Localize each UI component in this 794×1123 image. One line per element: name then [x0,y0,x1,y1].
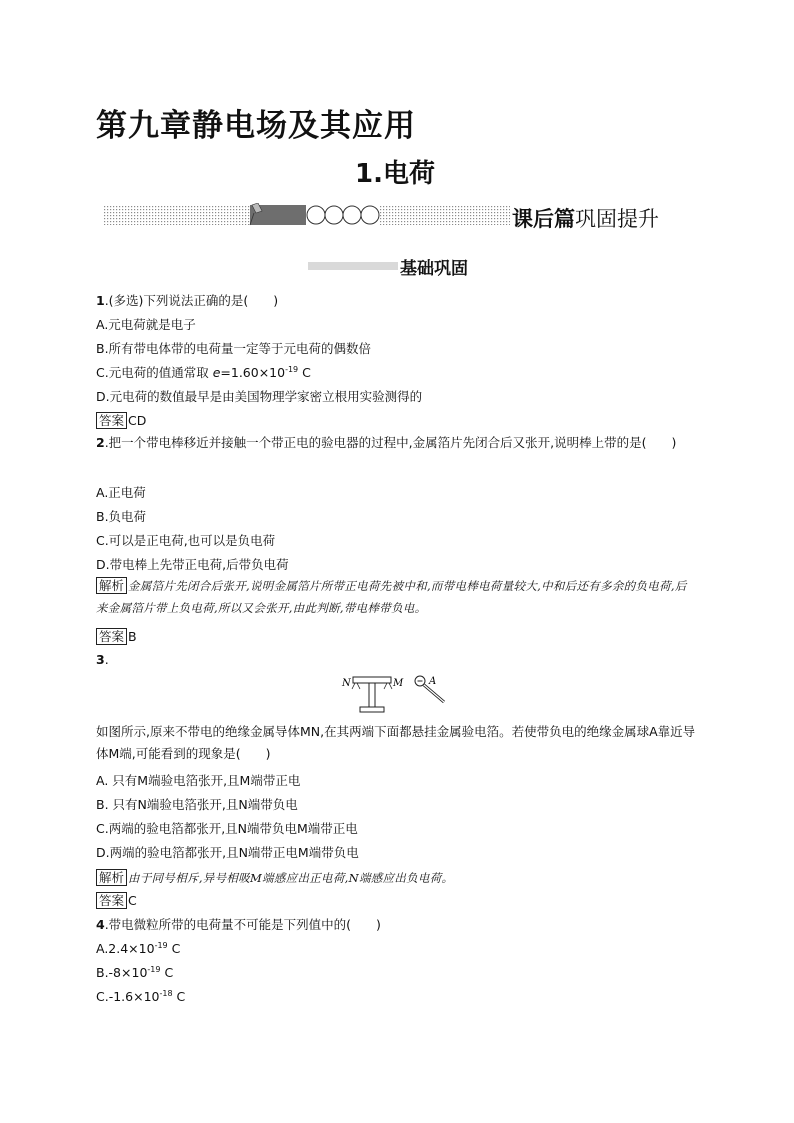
q3-stem: 如图所示,原来不带电的绝缘金属导体MN,在其两端下面都悬挂金属验电箔。若使带负电的绝缘金属球A靠近导体M端,可能看到的现象是( ) [96,724,696,761]
q2-option-a: A.正电荷 [96,485,146,500]
foil-n [352,683,360,689]
conductor-figure [340,670,450,716]
q1-stem: 1.(多选)下列说法正确的是( ) [96,293,279,308]
figure-label-m: M [393,678,404,689]
answer-tag: 答案 [96,412,127,429]
banner-circle-4 [361,206,379,224]
q2-option-d: D.带电棒上先带正电荷,后带负电荷 [96,557,289,572]
answer-tag: 答案 [96,892,127,909]
banner-dotted-left [104,205,250,225]
q4-option-a: $A.2.4\times 10^{-19}$ C [96,941,181,956]
foil-m [384,683,392,689]
q2-option-c: C.可以是正电荷,也可以是负电荷 [96,533,276,548]
banner-dotted-right [380,205,510,225]
q1-option-d: D.元电荷的数值最早是由美国物理学家密立根用实验测得的 [96,389,423,404]
insulating-stand [369,683,375,707]
q1-option-c: C.元电荷的值通常取 $e=1.60\times 10^{-19}$ C [96,365,311,380]
stand-base [360,707,384,712]
banner-circle-2 [325,206,343,224]
answer-tag: 答案 [96,628,127,645]
sub-title-bar [308,262,398,270]
q3-option-c: C.两端的验电箔都张开,且N端带负电M端带正电 [96,821,358,836]
q4-option-c: $C.-1.6\times 10^{-18}$ C [96,989,186,1004]
figure-label-a: A [429,676,437,687]
q2-answer: 答案 B [96,628,137,645]
banner-circle-1 [307,206,325,224]
conductor-mn [353,677,391,683]
analysis-tag: 解析 [96,869,127,886]
q3-number: 3. [96,652,109,667]
q3-option-d: D.两端的验电箔都张开,且N端带正电M端带负电 [96,845,359,860]
q2-option-b: B.负电荷 [96,509,147,524]
chapter-title: 第九章静电场及其应用 [96,108,416,144]
analysis-tag: 解析 [96,577,127,594]
q2-analysis: 解析 金属箔片先闭合后张开,说明金属箔片所带正电荷先被中和,而带电棒电荷量较大,中和后还有多余的负电荷,后来金属箔片带上负电荷,所以又会张开,由此判断,带电棒带负电。 [96,578,687,615]
figure-label-n: N [342,678,351,689]
q3-analysis: 解析 由于同号相斥,异号相吸M端感应出正电荷,N端感应出负电荷。 [96,869,453,886]
banner-label-bold: 课后篇 [512,207,575,231]
q3-option-b: B. 只有N端验电箔张开,且N端带负电 [96,797,298,812]
q4-stem: 4.带电微粒所带的电荷量不可能是下列值中的( ) [96,917,381,932]
q2-stem: 2.把一个带电棒移近并接触一个带正电的验电器的过程中,金属箔片先闭合后又张开,说明棒上带的是( ) [96,435,677,450]
banner-circle-3 [343,206,361,224]
q1-option-a: A.元电荷就是电子 [96,317,196,332]
q4-option-b: $B.-8\times 10^{-19}$ C [96,965,174,980]
q3-answer: 答案 C [96,892,137,909]
banner-label-rest: 巩固提升 [575,207,659,231]
q1-answer: 答案 CD [96,412,146,429]
section-title: 1.电荷 [355,159,435,189]
banner-label [512,203,659,233]
q3-option-a: A. 只有M端验电箔张开,且M端带正电 [96,773,301,788]
sub-title: 基础巩固 [400,259,468,279]
q1-option-b: B.所有带电体带的电荷量一定等于元电荷的偶数倍 [96,341,372,356]
